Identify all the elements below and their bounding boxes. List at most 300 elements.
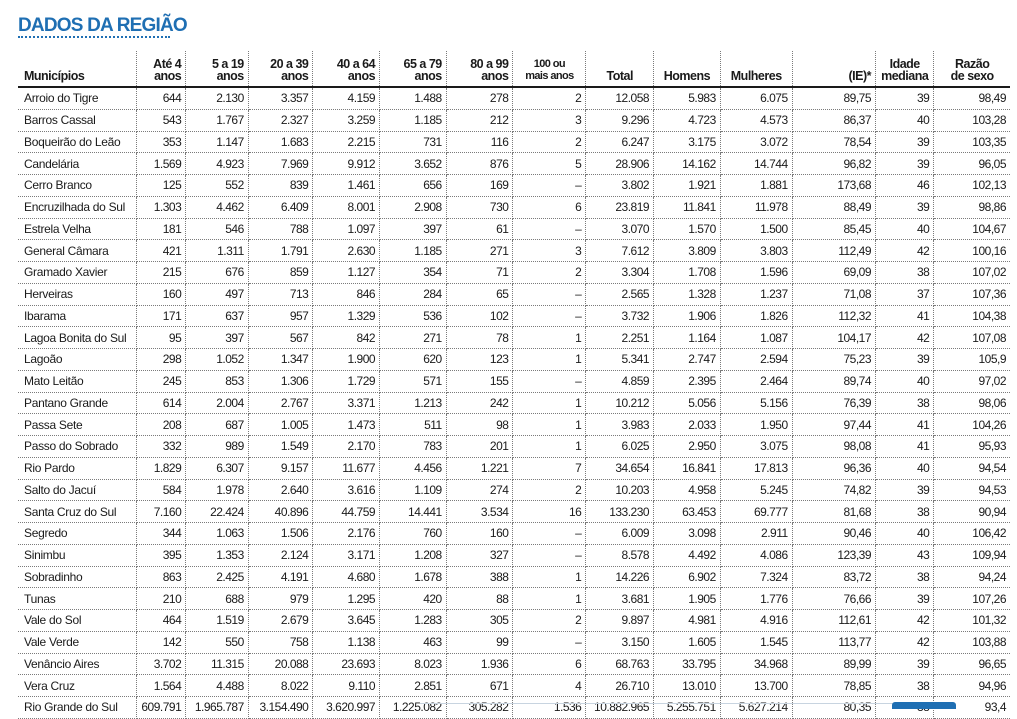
- table-cell: 614: [137, 392, 186, 414]
- table-cell: 1.237: [720, 283, 792, 305]
- table-cell: 464: [137, 610, 186, 632]
- municipality-name: Cerro Branco: [18, 175, 137, 197]
- table-cell: 1.921: [654, 175, 721, 197]
- municipality-name: Sobradinho: [18, 566, 137, 588]
- table-cell: 2: [513, 131, 586, 153]
- table-cell: 4.923: [186, 153, 249, 175]
- table-cell: 96,05: [934, 153, 1010, 175]
- table-cell: 68.763: [586, 653, 654, 675]
- table-cell: 543: [137, 109, 186, 131]
- table-cell: 2.425: [186, 566, 249, 588]
- table-cell: 1.328: [654, 283, 721, 305]
- table-cell: 1.905: [654, 588, 721, 610]
- table-cell: 42: [876, 631, 934, 653]
- table-row: [18, 697, 1010, 719]
- municipality-name: Tunas: [18, 588, 137, 610]
- table-cell: 98: [446, 414, 513, 436]
- column-header: [586, 51, 654, 87]
- table-cell: 112,32: [792, 305, 875, 327]
- table-cell: 11.978: [720, 196, 792, 218]
- table-cell: 3.616: [313, 479, 380, 501]
- table-cell: 94,24: [934, 566, 1010, 588]
- table-cell: 43: [876, 544, 934, 566]
- table-cell: 3.098: [654, 523, 721, 545]
- table-cell: 388: [446, 566, 513, 588]
- table-cell: 40.896: [248, 501, 313, 523]
- table-cell: 3.620.997: [313, 697, 380, 719]
- table-body: [18, 87, 1010, 718]
- table-cell: 1.906: [654, 305, 721, 327]
- table-cell: 76,66: [792, 588, 875, 610]
- table-cell: 305.282: [446, 697, 513, 719]
- table-cell: 69,09: [792, 262, 875, 284]
- table-cell: 1.596: [720, 262, 792, 284]
- table-cell: 1: [513, 349, 586, 371]
- table-cell: 160: [446, 523, 513, 545]
- footer-rule: [420, 703, 940, 704]
- table-cell: 94,54: [934, 457, 1010, 479]
- municipality-name: Boqueirão do Leão: [18, 131, 137, 153]
- column-header: [248, 51, 313, 87]
- table-cell: 86,37: [792, 109, 875, 131]
- table-cell: 550: [186, 631, 249, 653]
- table-cell: 23.693: [313, 653, 380, 675]
- table-cell: 103,35: [934, 131, 1010, 153]
- table-cell: 5.056: [654, 392, 721, 414]
- table-cell: 397: [186, 327, 249, 349]
- table-row: [18, 631, 1010, 653]
- table-cell: 760: [380, 523, 447, 545]
- column-header: [720, 51, 792, 87]
- table-cell: 2.327: [248, 109, 313, 131]
- table-cell: –: [513, 544, 586, 566]
- table-cell: 38: [876, 392, 934, 414]
- table-cell: 1.208: [380, 544, 447, 566]
- table-cell: 9.110: [313, 675, 380, 697]
- table-cell: 105,9: [934, 349, 1010, 371]
- table-cell: 327: [446, 544, 513, 566]
- column-header: [186, 51, 249, 87]
- table-cell: 7: [513, 457, 586, 479]
- table-cell: 96,36: [792, 457, 875, 479]
- table-cell: 99: [446, 631, 513, 653]
- table-cell: 5.255.751: [654, 697, 721, 719]
- table-cell: 100,16: [934, 240, 1010, 262]
- table-cell: 863: [137, 566, 186, 588]
- table-cell: 1: [513, 392, 586, 414]
- table-cell: 39: [876, 653, 934, 675]
- table-cell: 6.409: [248, 196, 313, 218]
- column-header: [876, 51, 934, 87]
- table-cell: 215: [137, 262, 186, 284]
- table-cell: 1.164: [654, 327, 721, 349]
- table-cell: 40: [876, 109, 934, 131]
- table-cell: 97,02: [934, 370, 1010, 392]
- table-cell: 1.549: [248, 436, 313, 458]
- table-cell: 1: [513, 436, 586, 458]
- table-cell: 1: [513, 327, 586, 349]
- table-cell: 284: [380, 283, 447, 305]
- table-cell: 9.912: [313, 153, 380, 175]
- table-cell: 41: [876, 436, 934, 458]
- table-cell: 93,4: [934, 697, 1010, 719]
- table-cell: 1.185: [380, 240, 447, 262]
- table-cell: 688: [186, 588, 249, 610]
- table-cell: 8.022: [248, 675, 313, 697]
- table-row: [18, 175, 1010, 197]
- table-cell: 1.353: [186, 544, 249, 566]
- table-cell: 783: [380, 436, 447, 458]
- table-cell: 8.001: [313, 196, 380, 218]
- table-cell: 4.981: [654, 610, 721, 632]
- table-cell: 1.347: [248, 349, 313, 371]
- table-row: [18, 414, 1010, 436]
- table-cell: 104,17: [792, 327, 875, 349]
- table-cell: 160: [137, 283, 186, 305]
- table-cell: 1.950: [720, 414, 792, 436]
- column-header-text: 100 ou: [533, 58, 566, 70]
- table-cell: 171: [137, 305, 186, 327]
- footer-tab: [892, 702, 956, 709]
- table-cell: 271: [446, 240, 513, 262]
- table-cell: 102: [446, 305, 513, 327]
- table-cell: 859: [248, 262, 313, 284]
- table-cell: 104,67: [934, 218, 1010, 240]
- table-cell: 989: [186, 436, 249, 458]
- table-cell: 2: [513, 262, 586, 284]
- table-cell: 123,39: [792, 544, 875, 566]
- table-cell: 20.088: [248, 653, 313, 675]
- column-header-text: anos: [216, 69, 244, 83]
- table-cell: 1.826: [720, 305, 792, 327]
- table-cell: 142: [137, 631, 186, 653]
- table-cell: –: [513, 305, 586, 327]
- table-cell: 14.441: [380, 501, 447, 523]
- table-cell: 1.303: [137, 196, 186, 218]
- table-cell: 104,38: [934, 305, 1010, 327]
- table-cell: 41: [876, 305, 934, 327]
- table-cell: 39: [876, 349, 934, 371]
- table-cell: 5.341: [586, 349, 654, 371]
- header-row: [18, 51, 1010, 87]
- table-cell: 242: [446, 392, 513, 414]
- table-cell: 2.565: [586, 283, 654, 305]
- column-header-text: 5 a 19: [212, 57, 244, 71]
- municipality-name: Santa Cruz do Sul: [18, 501, 137, 523]
- column-header: [313, 51, 380, 87]
- table-cell: 3.357: [248, 87, 313, 109]
- table-cell: 78,54: [792, 131, 875, 153]
- table-cell: 4.958: [654, 479, 721, 501]
- table-cell: 839: [248, 175, 313, 197]
- table-cell: 421: [137, 240, 186, 262]
- table-cell: 1.306: [248, 370, 313, 392]
- table-cell: 567: [248, 327, 313, 349]
- table-row: [18, 457, 1010, 479]
- table-cell: 1.881: [720, 175, 792, 197]
- table-cell: 1.708: [654, 262, 721, 284]
- table-cell: 1: [513, 588, 586, 610]
- table-cell: 2.594: [720, 349, 792, 371]
- table-cell: 181: [137, 218, 186, 240]
- column-header-text: 40 a 64: [336, 57, 376, 71]
- table-cell: 6.025: [586, 436, 654, 458]
- table-cell: 1.605: [654, 631, 721, 653]
- column-header-text: Homens: [663, 69, 711, 83]
- table-cell: 33.795: [654, 653, 721, 675]
- table-cell: 609.791: [137, 697, 186, 719]
- table-cell: 81,68: [792, 501, 875, 523]
- table-cell: 731: [380, 131, 447, 153]
- table-cell: 1.097: [313, 218, 380, 240]
- table-cell: 6.075: [720, 87, 792, 109]
- table-cell: 8.578: [586, 544, 654, 566]
- table-cell: 354: [380, 262, 447, 284]
- column-header: [934, 51, 1010, 87]
- column-header: [18, 51, 137, 87]
- table-cell: 2.908: [380, 196, 447, 218]
- municipality-name: Vera Cruz: [18, 675, 137, 697]
- column-header-text: anos: [414, 69, 442, 83]
- table-row: [18, 436, 1010, 458]
- column-header-text: Mulheres: [730, 69, 782, 83]
- municipality-name: Passo do Sobrado: [18, 436, 137, 458]
- table-cell: 1.185: [380, 109, 447, 131]
- table-cell: 113,77: [792, 631, 875, 653]
- table-cell: 552: [186, 175, 249, 197]
- table-cell: 3.304: [586, 262, 654, 284]
- table-cell: 101,32: [934, 610, 1010, 632]
- table-cell: 97,44: [792, 414, 875, 436]
- municipality-name: Passa Sete: [18, 414, 137, 436]
- table-cell: 344: [137, 523, 186, 545]
- table-cell: 98,49: [934, 87, 1010, 109]
- table-cell: 7.969: [248, 153, 313, 175]
- table-cell: 1.473: [313, 414, 380, 436]
- table-cell: 2: [513, 610, 586, 632]
- table-cell: 1.225.082: [380, 697, 447, 719]
- table-cell: 38: [876, 675, 934, 697]
- table-cell: 497: [186, 283, 249, 305]
- table-cell: 26.710: [586, 675, 654, 697]
- table-cell: 46: [876, 175, 934, 197]
- column-header: [654, 51, 721, 87]
- table-row: [18, 283, 1010, 305]
- table-cell: 210: [137, 588, 186, 610]
- table-cell: 2.950: [654, 436, 721, 458]
- table-cell: 1.147: [186, 131, 249, 153]
- municipality-name: Vale do Sol: [18, 610, 137, 632]
- table-cell: 6: [513, 196, 586, 218]
- table-cell: 78,85: [792, 675, 875, 697]
- table-cell: 65: [446, 283, 513, 305]
- table-cell: 74,82: [792, 479, 875, 501]
- table-cell: 1.678: [380, 566, 447, 588]
- table-cell: 271: [380, 327, 447, 349]
- table-cell: 89,75: [792, 87, 875, 109]
- column-header-text: Idade: [889, 57, 920, 71]
- table-cell: 212: [446, 109, 513, 131]
- table-cell: 40: [876, 370, 934, 392]
- table-row: [18, 262, 1010, 284]
- table-cell: 730: [446, 196, 513, 218]
- table-cell: 41: [876, 414, 934, 436]
- table-cell: 96,82: [792, 153, 875, 175]
- table-cell: 1.295: [313, 588, 380, 610]
- table-cell: 17.813: [720, 457, 792, 479]
- table-cell: 76,39: [792, 392, 875, 414]
- table-cell: 4.462: [186, 196, 249, 218]
- table-cell: 39: [876, 131, 934, 153]
- municipality-name: Encruzilhada do Sul: [18, 196, 137, 218]
- table-cell: 1: [513, 566, 586, 588]
- table-row: [18, 153, 1010, 175]
- table-cell: 1.005: [248, 414, 313, 436]
- table-cell: 107,26: [934, 588, 1010, 610]
- table-cell: 38: [876, 262, 934, 284]
- table-cell: 2.130: [186, 87, 249, 109]
- table-cell: 2.395: [654, 370, 721, 392]
- table-cell: 1.138: [313, 631, 380, 653]
- table-cell: 1.936: [446, 653, 513, 675]
- table-cell: 40: [876, 523, 934, 545]
- table-cell: 1.965.787: [186, 697, 249, 719]
- table-cell: 34.968: [720, 653, 792, 675]
- table-cell: 713: [248, 283, 313, 305]
- table-cell: 1.506: [248, 523, 313, 545]
- table-cell: 14.744: [720, 153, 792, 175]
- table-cell: 173,68: [792, 175, 875, 197]
- column-header-text: anos: [154, 69, 182, 83]
- table-cell: 98,08: [792, 436, 875, 458]
- table-cell: 83,72: [792, 566, 875, 588]
- table-cell: –: [513, 175, 586, 197]
- table-cell: 107,02: [934, 262, 1010, 284]
- table-row: [18, 675, 1010, 697]
- table-cell: 112,49: [792, 240, 875, 262]
- table-cell: 14.226: [586, 566, 654, 588]
- table-cell: 1.329: [313, 305, 380, 327]
- table-cell: 7.324: [720, 566, 792, 588]
- table-cell: 2.911: [720, 523, 792, 545]
- table-cell: 3.154.490: [248, 697, 313, 719]
- table-cell: 88,49: [792, 196, 875, 218]
- table-cell: 1.500: [720, 218, 792, 240]
- table-row: [18, 501, 1010, 523]
- column-header-text: anos: [347, 69, 376, 83]
- table-cell: 2.176: [313, 523, 380, 545]
- table-cell: 3: [513, 240, 586, 262]
- table-row: [18, 566, 1010, 588]
- table-cell: 511: [380, 414, 447, 436]
- municipality-name: Lagoa Bonita do Sul: [18, 327, 137, 349]
- column-header: [137, 51, 186, 87]
- table-cell: 788: [248, 218, 313, 240]
- table-cell: 102,13: [934, 175, 1010, 197]
- table-cell: 3.652: [380, 153, 447, 175]
- table-cell: 44.759: [313, 501, 380, 523]
- table-row: [18, 392, 1010, 414]
- table-cell: 69.777: [720, 501, 792, 523]
- table-cell: 758: [248, 631, 313, 653]
- table-cell: 9.157: [248, 457, 313, 479]
- table-cell: 4.573: [720, 109, 792, 131]
- table-cell: 298: [137, 349, 186, 371]
- municipality-name: Candelária: [18, 153, 137, 175]
- table-cell: 1.545: [720, 631, 792, 653]
- table-cell: 13.700: [720, 675, 792, 697]
- table-cell: 3.809: [654, 240, 721, 262]
- table-cell: 1.729: [313, 370, 380, 392]
- table-cell: 420: [380, 588, 447, 610]
- table-cell: 3.732: [586, 305, 654, 327]
- municipality-name: General Câmara: [18, 240, 137, 262]
- table-cell: 98,86: [934, 196, 1010, 218]
- table-cell: 1.109: [380, 479, 447, 501]
- column-header-text: Razão: [955, 57, 990, 71]
- table-cell: 278: [446, 87, 513, 109]
- table-cell: 7.160: [137, 501, 186, 523]
- table-cell: 42: [876, 240, 934, 262]
- table-cell: 4.488: [186, 675, 249, 697]
- table-cell: 3.150: [586, 631, 654, 653]
- table-cell: 78: [446, 327, 513, 349]
- table-cell: 94,96: [934, 675, 1010, 697]
- table-cell: 1.052: [186, 349, 249, 371]
- table-cell: 332: [137, 436, 186, 458]
- table-cell: 95: [137, 327, 186, 349]
- table-row: [18, 87, 1010, 109]
- table-cell: 4.086: [720, 544, 792, 566]
- table-cell: 38: [876, 566, 934, 588]
- table-cell: 1.213: [380, 392, 447, 414]
- table-cell: 11.315: [186, 653, 249, 675]
- table-cell: 2.464: [720, 370, 792, 392]
- municipality-name: Venâncio Aires: [18, 653, 137, 675]
- table-cell: –: [513, 523, 586, 545]
- table-cell: 3.259: [313, 109, 380, 131]
- table-cell: 6.009: [586, 523, 654, 545]
- table-cell: 2.767: [248, 392, 313, 414]
- table-cell: 1.087: [720, 327, 792, 349]
- municipality-name: Estrela Velha: [18, 218, 137, 240]
- table-cell: 1.900: [313, 349, 380, 371]
- table-cell: 4.159: [313, 87, 380, 109]
- table-cell: 1.767: [186, 109, 249, 131]
- table-cell: 4.191: [248, 566, 313, 588]
- table-cell: 94,53: [934, 479, 1010, 501]
- table-cell: 5.156: [720, 392, 792, 414]
- table-cell: 274: [446, 479, 513, 501]
- table-cell: 305: [446, 610, 513, 632]
- table-cell: 13.010: [654, 675, 721, 697]
- table-cell: 6.307: [186, 457, 249, 479]
- table-cell: 2.640: [248, 479, 313, 501]
- table-cell: 2.251: [586, 327, 654, 349]
- table-cell: 85,45: [792, 218, 875, 240]
- municipality-name: Rio Grande do Sul: [18, 697, 137, 719]
- table-cell: 1.283: [380, 610, 447, 632]
- column-header-text: Total: [606, 69, 633, 83]
- table-cell: 14.162: [654, 153, 721, 175]
- table-cell: 979: [248, 588, 313, 610]
- table-cell: 109,94: [934, 544, 1010, 566]
- table-cell: 584: [137, 479, 186, 501]
- table-cell: 1.776: [720, 588, 792, 610]
- table-cell: 1.978: [186, 479, 249, 501]
- column-header-text: anos: [481, 69, 509, 83]
- table-cell: –: [513, 283, 586, 305]
